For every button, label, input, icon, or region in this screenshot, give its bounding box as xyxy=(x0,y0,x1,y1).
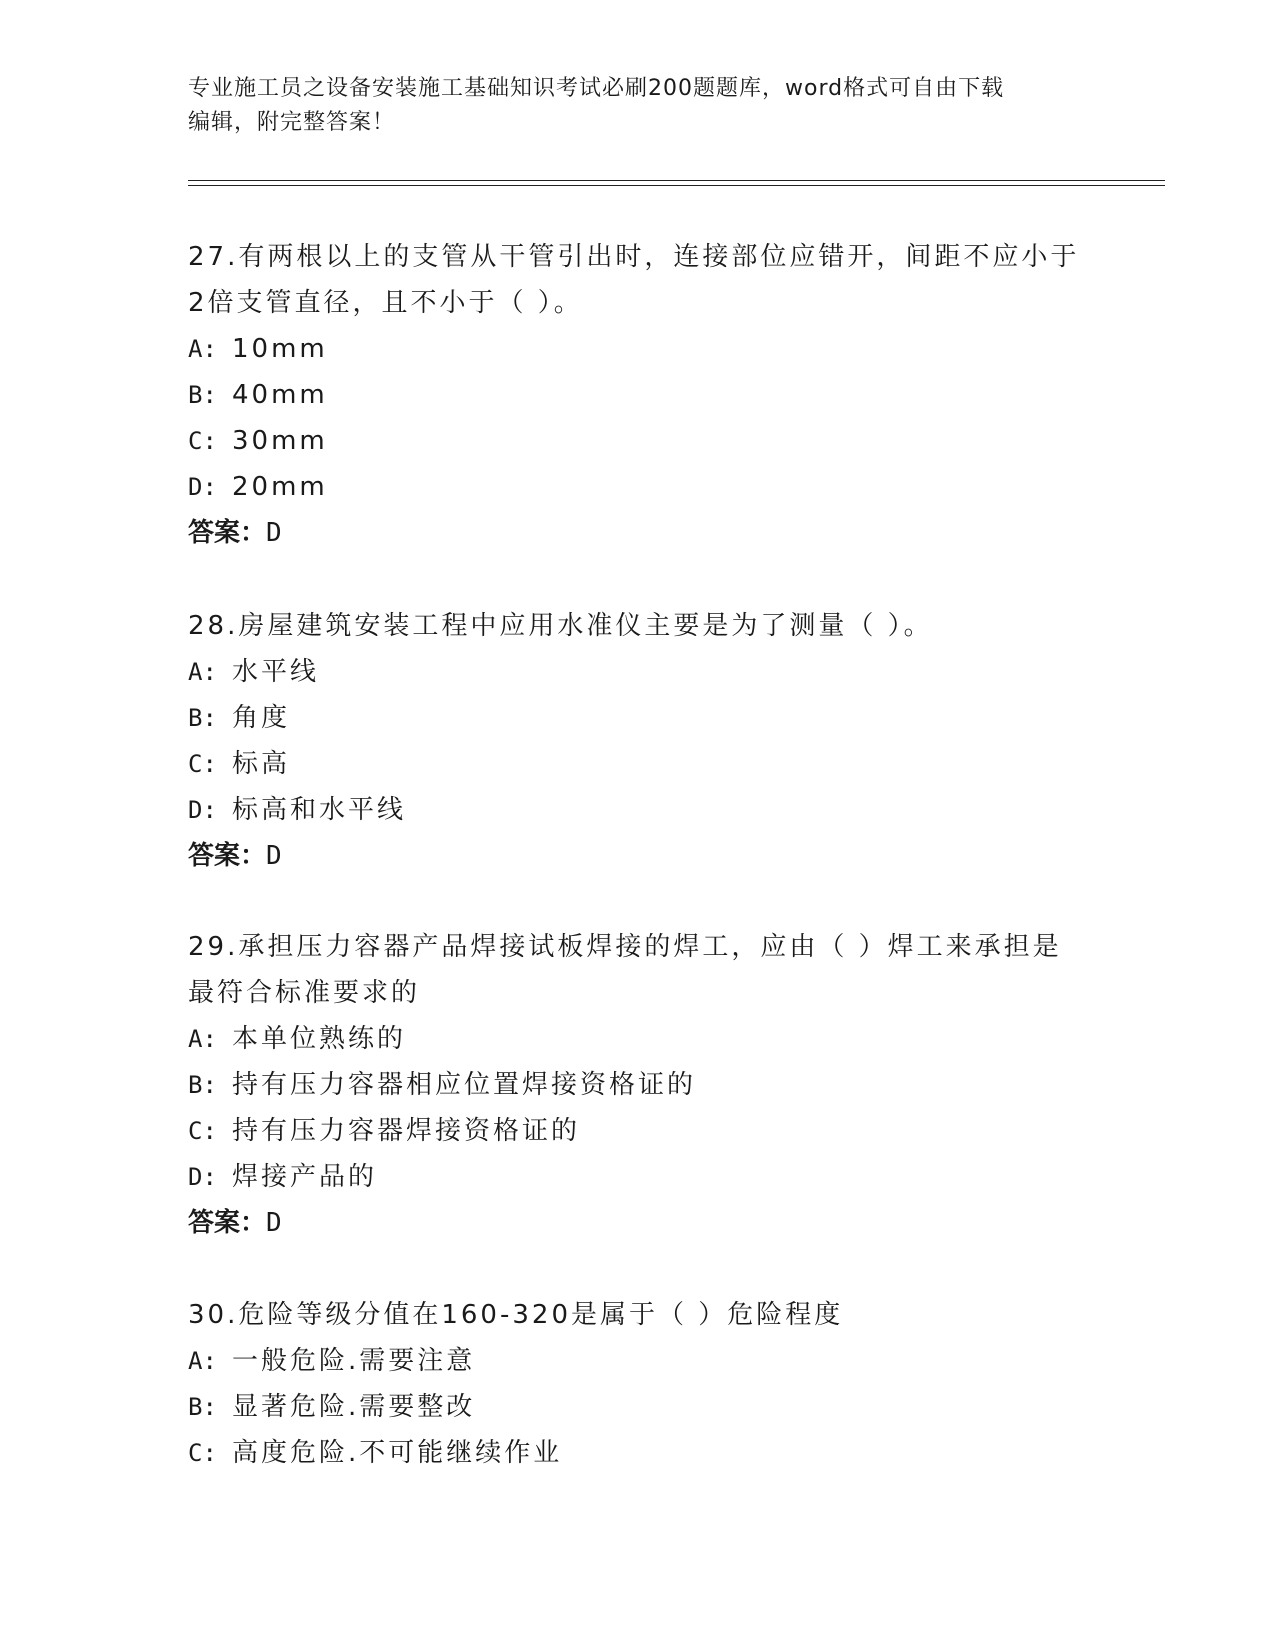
answer-label: 答案： xyxy=(188,1208,267,1238)
option-a xyxy=(188,1016,1088,1062)
question-stem-line-1: 28.房屋建筑安装工程中应用水准仪主要是为了测量（ ）。 xyxy=(188,611,933,641)
option-letter: D: xyxy=(188,473,217,501)
option-c xyxy=(188,1430,1088,1476)
header-divider-top xyxy=(188,180,1165,181)
option-b xyxy=(188,1384,1088,1430)
option-a xyxy=(188,649,1088,695)
option-a xyxy=(188,1338,1088,1384)
option-letter: C: xyxy=(188,1439,217,1467)
option-text: 标高 xyxy=(232,749,291,779)
option-letter: B: xyxy=(188,704,217,732)
option-letter: A: xyxy=(188,658,217,686)
answer-value: D xyxy=(266,841,282,871)
option-text: 水平线 xyxy=(232,657,320,687)
option-letter: D: xyxy=(188,796,217,824)
option-b xyxy=(188,372,1088,418)
option-letter: B: xyxy=(188,1393,217,1421)
answer-line xyxy=(188,510,1088,556)
option-c xyxy=(188,418,1088,464)
option-text: 标高和水平线 xyxy=(232,795,407,825)
answer-line xyxy=(188,1200,1088,1246)
question-30 xyxy=(188,1292,1088,1476)
option-text: 高度危险.不可能继续作业 xyxy=(232,1438,563,1468)
document-header xyxy=(188,72,1088,140)
option-text: 焊接产品的 xyxy=(232,1162,378,1192)
option-text: 30mm xyxy=(232,426,328,456)
answer-value: D xyxy=(266,1208,282,1238)
question-27 xyxy=(188,234,1088,556)
header-divider-bottom xyxy=(188,185,1165,186)
option-letter: C: xyxy=(188,1117,217,1145)
option-text: 显著危险.需要整改 xyxy=(232,1392,476,1422)
question-stem-line-1: 27.有两根以上的支管从干管引出时，连接部位应错开，间距不应小于 xyxy=(188,242,1080,272)
answer-label: 答案： xyxy=(188,518,267,548)
option-c xyxy=(188,741,1088,787)
option-letter: B: xyxy=(188,381,217,409)
question-stem-line-2: 2倍支管直径，且不小于（ ）。 xyxy=(188,288,583,318)
option-letter: A: xyxy=(188,1025,217,1053)
question-stem-line-1: 29.承担压力容器产品焊接试板焊接的焊工，应由（ ）焊工来承担是 xyxy=(188,932,1062,962)
option-text: 一般危险.需要注意 xyxy=(232,1346,476,1376)
option-text: 本单位熟练的 xyxy=(232,1024,407,1054)
option-text: 角度 xyxy=(232,703,291,733)
answer-line xyxy=(188,833,1088,879)
option-letter: B: xyxy=(188,1071,217,1099)
option-text: 40mm xyxy=(232,380,328,410)
option-d xyxy=(188,787,1088,833)
option-letter: C: xyxy=(188,750,217,778)
option-letter: C: xyxy=(188,427,217,455)
option-d xyxy=(188,1154,1088,1200)
option-text: 20mm xyxy=(232,472,328,502)
header-line-1: 专业施工员之设备安装施工基础知识考试必刷200题题库，word格式可自由下载 xyxy=(188,76,1005,101)
option-b xyxy=(188,695,1088,741)
answer-label: 答案： xyxy=(188,841,267,871)
option-text: 持有压力容器相应位置焊接资格证的 xyxy=(232,1070,697,1100)
option-text: 10mm xyxy=(232,334,328,364)
option-b xyxy=(188,1062,1088,1108)
question-stem-line-1: 30.危险等级分值在160-320是属于（ ）危险程度 xyxy=(188,1300,844,1330)
option-c xyxy=(188,1108,1088,1154)
header-line-2: 编辑，附完整答案！ xyxy=(188,110,396,135)
question-29 xyxy=(188,924,1088,1246)
option-a xyxy=(188,326,1088,372)
option-d xyxy=(188,464,1088,510)
option-letter: A: xyxy=(188,335,217,363)
answer-value: D xyxy=(266,518,282,548)
option-letter: D: xyxy=(188,1163,217,1191)
option-letter: A: xyxy=(188,1347,217,1375)
question-28 xyxy=(188,603,1088,879)
option-text: 持有压力容器焊接资格证的 xyxy=(232,1116,581,1146)
question-stem-line-2: 最符合标准要求的 xyxy=(188,978,421,1008)
